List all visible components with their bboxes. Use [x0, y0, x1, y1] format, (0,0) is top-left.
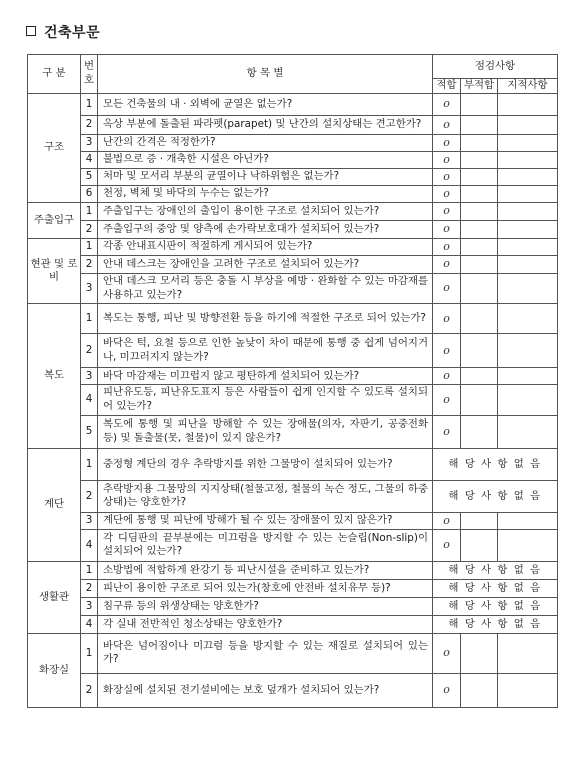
- check-item-text: 안내 데스크는 장애인을 고려한 구조로 설치되어 있는가?: [98, 256, 433, 274]
- table-row: [28, 256, 558, 274]
- not-ok-cell[interactable]: [461, 512, 498, 529]
- table-row: [28, 512, 558, 529]
- table-row: [28, 186, 558, 203]
- category-cell: 구조: [28, 94, 81, 203]
- ok-mark-cell[interactable]: o: [433, 152, 461, 169]
- header-remarks: 지적사항: [498, 79, 558, 94]
- check-item-text: 침구류 등의 위생상태는 양호한가?: [98, 597, 433, 615]
- not-ok-cell[interactable]: [461, 116, 498, 135]
- category-cell: 생활관: [28, 561, 81, 633]
- table-row: [28, 203, 558, 221]
- table-row: [28, 135, 558, 152]
- category-cell: 현관 및 로비: [28, 239, 81, 304]
- check-item-text: 피난유도등, 피난유도표지 등은 사람들이 쉽게 인지할 수 있도록 설치되어 있는가?: [98, 385, 433, 415]
- ok-mark-cell[interactable]: o: [433, 304, 461, 334]
- table-row: [28, 385, 558, 415]
- check-item-text: 소방법에 적합하게 완강기 등 피난시설을 준비하고 있는가?: [98, 561, 433, 579]
- check-item-text: 처마 및 모서리 부분의 균열이나 낙하위험은 없는가?: [98, 169, 433, 186]
- table-row: [28, 529, 558, 561]
- ok-mark-cell[interactable]: o: [433, 415, 461, 448]
- remarks-cell[interactable]: [498, 169, 558, 186]
- check-item-text: 화장실에 설치된 전기설비에는 보호 덮개가 설치되어 있는가?: [98, 673, 433, 707]
- ok-mark-cell[interactable]: o: [433, 203, 461, 221]
- check-item-text: 각 디딤판의 끝부분에는 미끄럼을 방지할 수 있는 논슬립(Non-slip)이 설치되어 있는가?: [98, 529, 433, 561]
- header-number: 번호: [81, 55, 98, 94]
- row-number: 3: [81, 368, 98, 385]
- remarks-cell[interactable]: [498, 221, 558, 239]
- check-item-text: 천정, 벽체 및 바닥의 누수는 없는가?: [98, 186, 433, 203]
- table-row: [28, 274, 558, 304]
- row-number: 1: [81, 304, 98, 334]
- not-ok-cell[interactable]: [461, 304, 498, 334]
- check-item-text: 추락방지용 그물망의 지지상태(철물고정, 철물의 녹슨 정도, 그물의 하중상태)는 양호한가?: [98, 480, 433, 512]
- not-applicable-cell: 해 당 사 항 없 음: [433, 615, 558, 633]
- table-row: [28, 239, 558, 256]
- check-item-text: 옥상 부분에 돌출된 파라펫(parapet) 및 난간의 설치상태는 견고한가?: [98, 116, 433, 135]
- remarks-cell[interactable]: [498, 673, 558, 707]
- row-number: 4: [81, 385, 98, 415]
- table-row: [28, 152, 558, 169]
- ok-mark-cell[interactable]: o: [433, 633, 461, 673]
- not-ok-cell[interactable]: [461, 673, 498, 707]
- table-body: [28, 94, 558, 708]
- check-item-text: 복도는 통행, 피난 및 방향전환 등을 하기에 적절한 구조로 되어 있는가?: [98, 304, 433, 334]
- category-cell: 계단: [28, 448, 81, 561]
- ok-mark-cell[interactable]: o: [433, 368, 461, 385]
- not-ok-cell[interactable]: [461, 529, 498, 561]
- not-ok-cell[interactable]: [461, 256, 498, 274]
- ok-mark-cell[interactable]: o: [433, 274, 461, 304]
- ok-mark-cell[interactable]: o: [433, 94, 461, 116]
- check-item-text: 바닥 마감재는 미끄럽지 않고 평탄하게 설치되어 있는가?: [98, 368, 433, 385]
- ok-mark-cell[interactable]: o: [433, 673, 461, 707]
- remarks-cell[interactable]: [498, 385, 558, 415]
- table-row: [28, 304, 558, 334]
- not-ok-cell[interactable]: [461, 368, 498, 385]
- not-ok-cell[interactable]: [461, 152, 498, 169]
- remarks-cell[interactable]: [498, 274, 558, 304]
- table-row: [28, 221, 558, 239]
- remarks-cell[interactable]: [498, 94, 558, 116]
- remarks-cell[interactable]: [498, 152, 558, 169]
- remarks-cell[interactable]: [498, 529, 558, 561]
- ok-mark-cell[interactable]: o: [433, 186, 461, 203]
- remarks-cell[interactable]: [498, 256, 558, 274]
- row-number: 2: [81, 334, 98, 368]
- not-applicable-cell: 해 당 사 항 없 음: [433, 448, 558, 480]
- not-ok-cell[interactable]: [461, 633, 498, 673]
- header-ok: 적합: [433, 79, 461, 94]
- section-title: [26, 22, 100, 42]
- ok-mark-cell[interactable]: o: [433, 221, 461, 239]
- table-row: [28, 561, 558, 579]
- ok-mark-cell[interactable]: o: [433, 385, 461, 415]
- check-item-text: 피난이 용이한 구조로 되어 있는가(창호에 안전바 설치유무 등)?: [98, 579, 433, 597]
- not-ok-cell[interactable]: [461, 135, 498, 152]
- not-applicable-cell: 해 당 사 항 없 음: [433, 561, 558, 579]
- not-ok-cell[interactable]: [461, 274, 498, 304]
- category-cell: 주출입구: [28, 203, 81, 239]
- not-ok-cell[interactable]: [461, 203, 498, 221]
- inspection-table: [27, 54, 558, 708]
- category-cell: 복도: [28, 304, 81, 448]
- table-row: [28, 116, 558, 135]
- check-item-text: 각 실내 전반적인 청소상태는 양호한가?: [98, 615, 433, 633]
- check-item-text: 모든 건축물의 내 · 외벽에 균열은 없는가?: [98, 94, 433, 116]
- check-item-text: 난간의 간격은 적정한가?: [98, 135, 433, 152]
- not-applicable-cell: 해 당 사 항 없 음: [433, 597, 558, 615]
- not-applicable-cell: 해 당 사 항 없 음: [433, 579, 558, 597]
- check-item-text: 안내 데스크 모서리 등은 충돌 시 부상을 예방 · 완화할 수 있는 마감재를 사용하고 있는가?: [98, 274, 433, 304]
- row-number: 4: [81, 529, 98, 561]
- check-item-text: 계단에 통행 및 피난에 방해가 될 수 있는 장애물이 있지 않은가?: [98, 512, 433, 529]
- ok-mark-cell[interactable]: o: [433, 334, 461, 368]
- table-row: [28, 334, 558, 368]
- table-row: [28, 480, 558, 512]
- row-number: 4: [81, 152, 98, 169]
- not-ok-cell[interactable]: [461, 415, 498, 448]
- not-applicable-cell: 해 당 사 항 없 음: [433, 480, 558, 512]
- row-number: 1: [81, 203, 98, 221]
- table-row: [28, 579, 558, 597]
- row-number: 1: [81, 561, 98, 579]
- check-item-text: 복도에 통행 및 피난을 방해할 수 있는 장애물(의자, 자판기, 공중전화 등) 및 돌출물(못, 철물)이 있지 않은가?: [98, 415, 433, 448]
- table-row: [28, 415, 558, 448]
- check-item-text: 주출입구는 장애인의 출입이 용이한 구조로 설치되어 있는가?: [98, 203, 433, 221]
- check-item-text: 불법으로 증 · 개축한 시설은 아닌가?: [98, 152, 433, 169]
- ok-mark-cell[interactable]: o: [433, 116, 461, 135]
- table-row: [28, 597, 558, 615]
- row-number: 3: [81, 135, 98, 152]
- row-number: 2: [81, 673, 98, 707]
- row-number: 1: [81, 239, 98, 256]
- row-number: 2: [81, 480, 98, 512]
- remarks-cell[interactable]: [498, 239, 558, 256]
- ok-mark-cell[interactable]: o: [433, 169, 461, 186]
- remarks-cell[interactable]: [498, 116, 558, 135]
- table-row: [28, 673, 558, 707]
- row-number: 5: [81, 415, 98, 448]
- header-checkpoints: 점검사항: [433, 55, 558, 79]
- row-number: 4: [81, 615, 98, 633]
- table-row: [28, 615, 558, 633]
- table-row: [28, 169, 558, 186]
- ok-mark-cell[interactable]: o: [433, 135, 461, 152]
- row-number: 5: [81, 169, 98, 186]
- not-ok-cell[interactable]: [461, 385, 498, 415]
- check-item-text: 각종 안내표시판이 적절하게 게시되어 있는가?: [98, 239, 433, 256]
- remarks-cell[interactable]: [498, 334, 558, 368]
- check-item-text: 중정형 계단의 경우 추락방지를 위한 그물망이 설치되어 있는가?: [98, 448, 433, 480]
- table-row: [28, 94, 558, 116]
- row-number: 1: [81, 633, 98, 673]
- row-number: 2: [81, 116, 98, 135]
- check-item-text: 바닥은 턱, 요철 등으로 인한 높낮이 차이 때문에 통행 중 쉽게 넘어지거나, 미끄러지지 않는가?: [98, 334, 433, 368]
- table-row: [28, 633, 558, 673]
- remarks-cell[interactable]: [498, 304, 558, 334]
- check-item-text: 주출입구의 중앙 및 양측에 손가락보호대가 설치되어 있는가?: [98, 221, 433, 239]
- row-number: 2: [81, 221, 98, 239]
- ok-mark-cell[interactable]: o: [433, 256, 461, 274]
- category-cell: 화장실: [28, 633, 81, 707]
- remarks-cell[interactable]: [498, 512, 558, 529]
- row-number: 2: [81, 579, 98, 597]
- remarks-cell[interactable]: [498, 368, 558, 385]
- remarks-cell[interactable]: [498, 203, 558, 221]
- section-title-text: 건축부문: [44, 25, 101, 41]
- remarks-cell[interactable]: [498, 186, 558, 203]
- not-ok-cell[interactable]: [461, 186, 498, 203]
- check-item-text: 바닥은 넘어짐이나 미끄럼 등을 방지할 수 있는 재질로 설치되어 있는가?: [98, 633, 433, 673]
- header-items: 항 목 별: [98, 55, 433, 94]
- table-row: [28, 448, 558, 480]
- row-number: 1: [81, 94, 98, 116]
- remarks-cell[interactable]: [498, 415, 558, 448]
- row-number: 3: [81, 512, 98, 529]
- row-number: 6: [81, 186, 98, 203]
- ok-mark-cell[interactable]: o: [433, 239, 461, 256]
- not-ok-cell[interactable]: [461, 94, 498, 116]
- row-number: 2: [81, 256, 98, 274]
- ok-mark-cell[interactable]: o: [433, 512, 461, 529]
- not-ok-cell[interactable]: [461, 221, 498, 239]
- remarks-cell[interactable]: [498, 633, 558, 673]
- not-ok-cell[interactable]: [461, 334, 498, 368]
- row-number: 3: [81, 274, 98, 304]
- row-number: 3: [81, 597, 98, 615]
- remarks-cell[interactable]: [498, 135, 558, 152]
- table-row: [28, 368, 558, 385]
- not-ok-cell[interactable]: [461, 169, 498, 186]
- row-number: 1: [81, 448, 98, 480]
- header-category: 구 분: [28, 55, 81, 94]
- not-ok-cell[interactable]: [461, 239, 498, 256]
- header-not-ok: 부적합: [461, 79, 498, 94]
- ok-mark-cell[interactable]: o: [433, 529, 461, 561]
- square-bullet-icon: [26, 26, 36, 36]
